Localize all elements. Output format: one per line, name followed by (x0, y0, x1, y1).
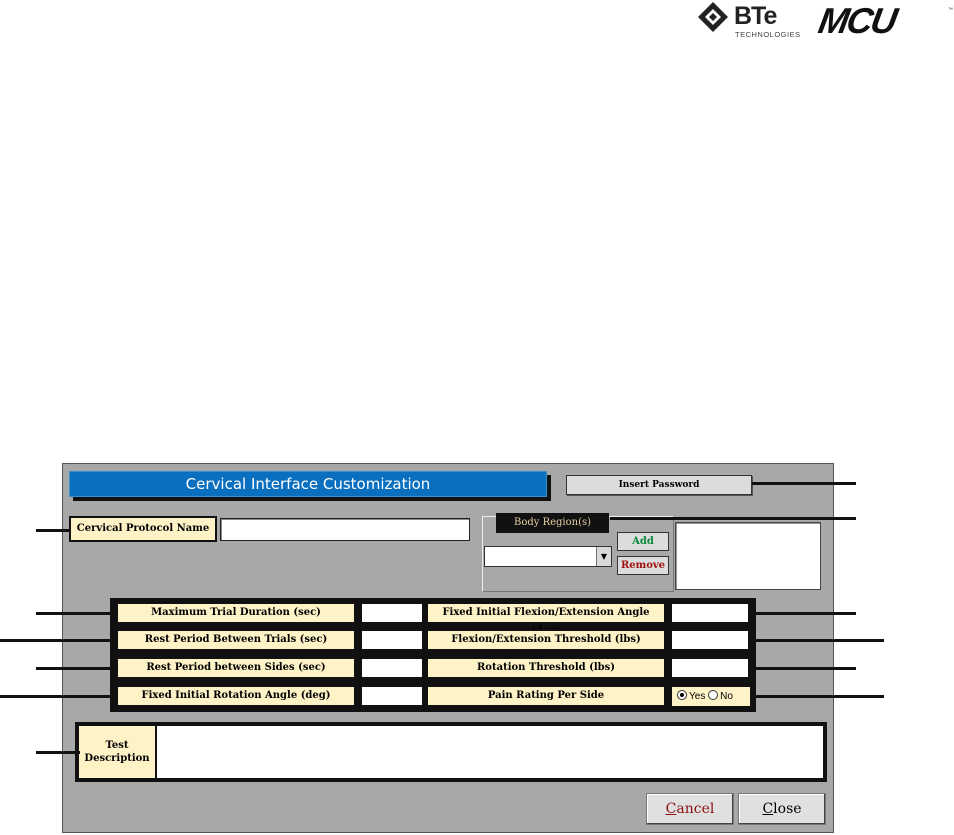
close-label-rest: lose (773, 801, 802, 817)
callout-line (36, 751, 80, 754)
add-region-button[interactable]: Add (617, 532, 669, 551)
test-description-label-line2: Description (84, 753, 150, 764)
bte-logo-icon (697, 1, 729, 33)
remove-region-button[interactable]: Remove (617, 556, 669, 575)
max-trial-duration-label: Maximum Trial Duration (sec) (116, 602, 356, 624)
callout-line (36, 667, 116, 670)
callout-line (750, 667, 856, 670)
window-title: Cervical Interface Customization (69, 471, 547, 497)
protocol-name-input[interactable] (220, 518, 470, 541)
callout-line (750, 612, 856, 615)
callout-line (0, 695, 116, 698)
flexion-extension-threshold-label: Flexion/Extension Threshold (lbs) (426, 629, 666, 651)
insert-password-label: Insert Password (618, 480, 700, 490)
pain-rating-no-radio[interactable] (708, 690, 718, 700)
max-trial-duration-input[interactable] (360, 602, 424, 624)
initial-rotation-angle-input[interactable] (360, 685, 424, 707)
body-region-title: Body Region(s) (496, 513, 609, 533)
bte-logo-tagline: TECHNOLOGIES (735, 30, 801, 39)
test-description-label (79, 726, 155, 778)
rest-between-trials-label: Rest Period Between Trials (sec) (116, 629, 356, 651)
body-region-list[interactable] (675, 522, 821, 590)
callout-line (750, 639, 884, 642)
initial-rotation-angle-label: Fixed Initial Rotation Angle (deg) (116, 685, 356, 707)
test-description-label-line1: Test (105, 740, 129, 751)
pain-rating-options (670, 685, 752, 708)
rotation-threshold-label: Rotation Threshold (lbs) (426, 657, 666, 679)
callout-line (0, 639, 116, 642)
rest-between-trials-input[interactable] (360, 629, 424, 651)
initial-flexion-extension-angle-input[interactable] (670, 602, 750, 624)
callout-line (36, 612, 116, 615)
rest-between-sides-label: Rest Period between Sides (sec) (116, 657, 356, 679)
cancel-hotkey: C (665, 801, 677, 817)
rest-between-sides-input[interactable] (360, 657, 424, 679)
test-description-input[interactable] (157, 726, 823, 778)
insert-password-button[interactable] (566, 475, 752, 495)
bte-logo-text: BTe (734, 2, 777, 30)
pain-rating-yes-label[interactable]: Yes (689, 691, 706, 702)
cancel-button[interactable] (646, 793, 734, 825)
initial-flexion-extension-angle-label: Fixed Initial Flexion/Extension Angle (426, 602, 666, 624)
cancel-label-rest: ancel (676, 801, 715, 817)
rotation-threshold-input[interactable] (670, 657, 750, 679)
pain-rating-per-side-label: Pain Rating Per Side (426, 685, 666, 707)
callout-line (610, 517, 856, 520)
callout-line (752, 695, 884, 698)
callout-line (752, 482, 856, 485)
trademark-symbol: ™ (948, 7, 953, 13)
mcu-logo-text: MCU (815, 0, 899, 41)
close-hotkey: C (762, 801, 774, 817)
pain-rating-yes-radio[interactable] (677, 690, 687, 700)
chevron-down-icon[interactable]: ▼ (596, 547, 611, 566)
close-button[interactable] (738, 793, 826, 825)
pain-rating-no-label[interactable]: No (720, 691, 733, 702)
flexion-extension-threshold-input[interactable] (670, 629, 750, 651)
callout-line (36, 529, 70, 532)
body-region-select[interactable] (484, 546, 612, 567)
protocol-name-label: Cervical Protocol Name (69, 516, 217, 542)
